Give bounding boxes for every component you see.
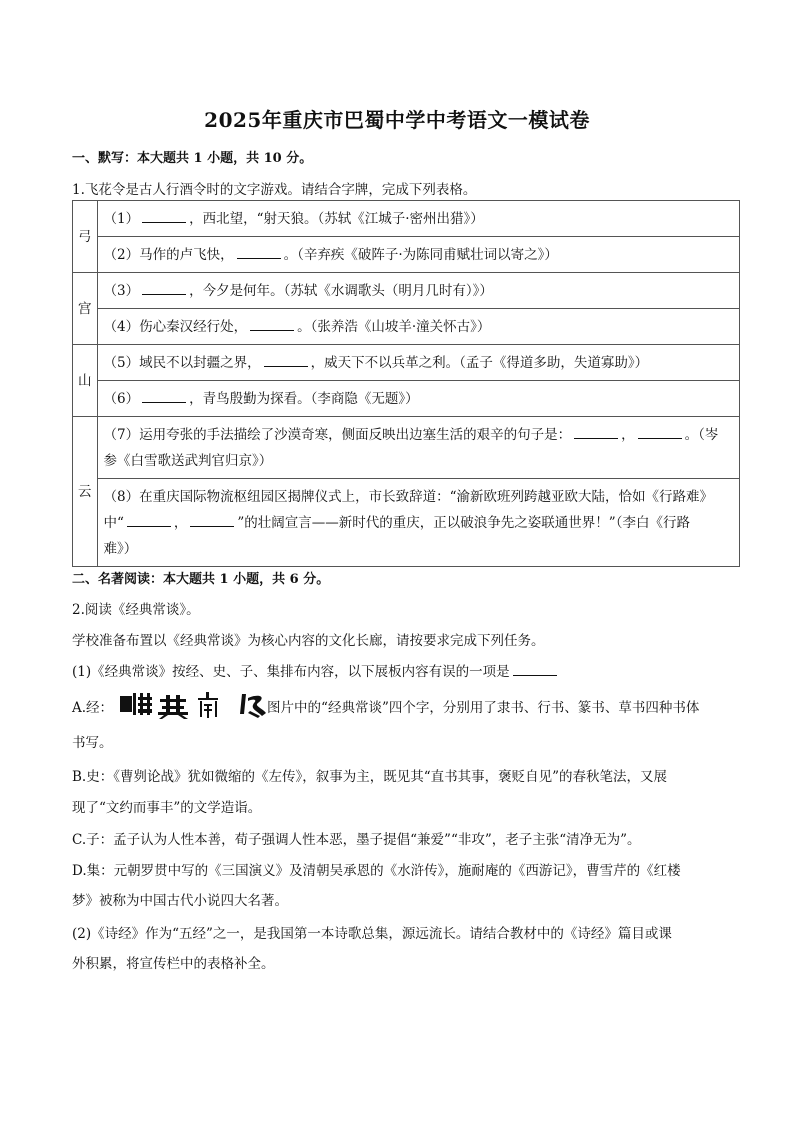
card-cell: 弓 — [73, 201, 98, 273]
table-cell: （6） ，青鸟殷勤为探看。（李商隐《无题》） — [97, 381, 740, 417]
option-d-line1: D.集：元朝罗贯中写的《三国演义》及清朝吴承恩的《水浒传》，施耐庵的《西游记》，曹雪芹的《红楼 — [72, 863, 681, 879]
table-row — [73, 237, 740, 273]
table-cell: （4）伤心秦汉经行处， 。（张养浩《山坡羊·潼关怀古》） — [97, 309, 740, 345]
table-row — [73, 273, 740, 309]
answer-blank[interactable] — [142, 390, 186, 403]
answer-blank[interactable] — [142, 282, 186, 295]
card-cell: 山 — [73, 345, 98, 417]
question1-text: 1.飞花令是古人行酒令时的文字游戏。请结合字牌，完成下列表格。 — [72, 182, 477, 198]
option-c: C.子：孟子认为人性本善，荀子强调人性本恶，墨子提倡“兼爱”“非攻”，老子主张“清净无为”。 — [72, 832, 641, 848]
sub-question-1: (1)《经典常谈》按经、史、子、集排布内容，以下展板内容有误的一项是 — [72, 660, 560, 680]
table-cell: （2）马作的卢飞快， 。（辛弃疾《破阵子·为陈同甫赋壮词以寄之》） — [97, 237, 740, 273]
answer-blank[interactable] — [574, 426, 618, 439]
answer-blank[interactable] — [264, 354, 308, 367]
table-row — [73, 381, 740, 417]
table-row — [73, 201, 740, 237]
answer-blank[interactable] — [142, 210, 186, 223]
table-row — [73, 479, 740, 567]
table-cell: （8）在重庆国际物流枢纽园区揭牌仪式上，市长致辞道：“渝新欧班列跨越亚欧大陆，恰如《行路难》 中“ ， ”的壮阔宣言——新时代的重庆，正以破浪争先之姿联通世界！”（李白《行路 难》） — [97, 479, 740, 567]
table-row — [73, 417, 740, 479]
option-b-line2: 现了“文约而事丰”的文学造诣。 — [72, 800, 262, 816]
table-cell: （5）域民不以封疆之界， ，威天下不以兵革之利。（孟子《得道多助，失道寡助》） — [97, 345, 740, 381]
section1-heading: 一、默写：本大题共 1 小题，共 10 分。 — [72, 151, 313, 166]
option-d-line2: 梦》被称为中国古代小说四大名著。 — [72, 893, 288, 909]
answer-blank[interactable] — [638, 426, 682, 439]
table-cell: （3） ，今夕是何年。（苏轼《水调歌头（明月几时有）》） — [97, 273, 740, 309]
question2-text: 2.阅读《经典常谈》。 — [72, 602, 200, 618]
calligraphy-image — [120, 689, 272, 719]
intro-text: 学校准备布置以《经典常谈》为核心内容的文化长廊，请按要求完成下列任务。 — [72, 633, 545, 649]
option-a: A.经： 图片中的“经典常谈”四个字，分别用了隶书、行书、篆书、草书四种书体 — [72, 700, 700, 716]
section2-heading: 二、名著阅读：本大题共 1 小题，共 6 分。 — [72, 572, 330, 587]
table-cell: （7）运用夸张的手法描绘了沙漠奇寒，侧面反映出边塞生活的艰辛的句子是： ， 。（岑 参《白雪歌送武判官归京》） — [97, 417, 740, 479]
answer-blank[interactable] — [127, 514, 171, 527]
sub-question-2-line1: (2)《诗经》作为“五经”之一，是我国第一本诗歌总集，源远流长。请结合教材中的《诗经》篇目或课 — [72, 926, 672, 942]
answer-blank[interactable] — [190, 514, 234, 527]
option-b-line1: B.史：《曹刿论战》犹如微缩的《左传》，叙事为主，既见其“直书其事，褒贬自见”的春秋笔法，又展 — [72, 769, 668, 785]
answer-blank[interactable] — [513, 663, 557, 676]
card-cell: 云 — [73, 417, 98, 567]
table-row — [73, 345, 740, 381]
answer-blank[interactable] — [250, 318, 294, 331]
card-cell: 宫 — [73, 273, 98, 345]
table-cell: （1） ，西北望，“射天狼。（苏轼《江城子·密州出猎》） — [97, 201, 740, 237]
page-title: 2025年重庆市巴蜀中学中考语文一模试卷 — [204, 108, 590, 132]
table-row — [73, 309, 740, 345]
sub-question-2-line2: 外积累，将宣传栏中的表格补全。 — [72, 956, 275, 972]
option-a-cont: 书写。 — [72, 735, 113, 751]
answer-blank[interactable] — [237, 246, 281, 259]
fill-table — [72, 200, 740, 567]
